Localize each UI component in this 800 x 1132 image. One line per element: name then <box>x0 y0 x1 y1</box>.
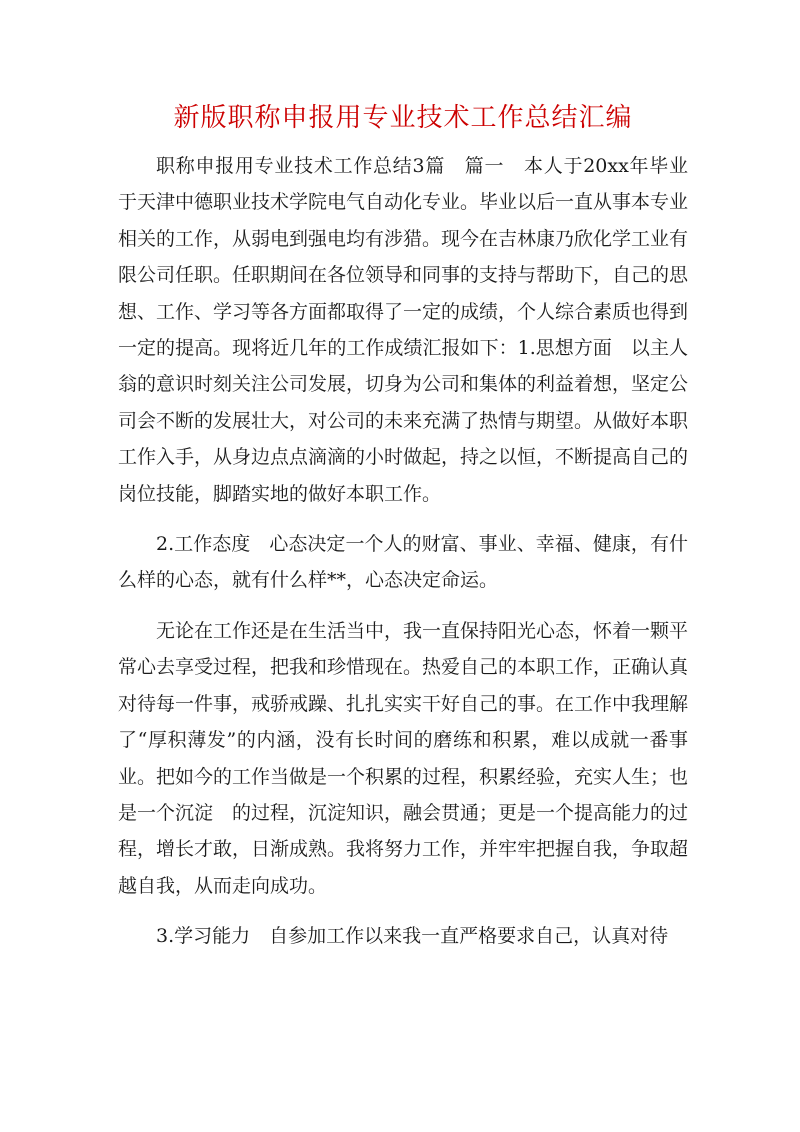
paragraph-intro: 职称申报用专业技术工作总结3篇 篇一 本人于20xx年毕业于天津中德职业技术学院电气自动化专业。毕业以后一直从事本专业相关的工作，从弱电到强电均有涉猎。现今在吉林康乃欣化学工业有限公司任职。任职期间在各位领导和同事的支持与帮助下，自己的思想、工作、学习等各方面都取得了一定的成绩，个人综合素质也得到一定的提高。现将近几年的工作成绩汇报如下：1.思想方面 以主人翁的意识时刻关注公司发展，切身为公司和集体的利益着想，坚定公司会不断的发展壮大，对公司的未来充满了热情与期望。从做好本职工作入手，从身边点点滴滴的小时做起，持之以恒，不断提高自己的岗位技能，脚踏实地的做好本职工作。 <box>118 155 689 505</box>
paragraph-mindset: 无论在工作还是在生活当中，我一直保持阳光心态，怀着一颗平常心去享受过程，把我和珍惜现在。热爱自己的本职工作，正确认真对待每一件事，戒骄戒躁、扎扎实实干好自己的事。在工作中我理解了“厚积薄发”的内涵，没有长时间的磨练和积累，难以成就一番事业。把如今的工作当做是一个积累的过程，积累经验，充实人生；也是一个沉淀 的过程，沉淀知识，融会贯通；更是一个提高能力的过程，增长才敢，日渐成熟。我将努力工作，并牢牢把握自我，争取超越自我，从而走向成功。 <box>118 619 689 897</box>
document-body <box>118 148 688 955</box>
document-title: 新版职称申报用专业技术工作总结汇编 <box>173 103 633 133</box>
paragraph-learning-ability: 3.学习能力 自参加工作以来我一直严格要求自己，认真对待 <box>156 925 669 948</box>
paragraph-work-attitude: 2.工作态度 心态决定一个人的财富、事业、幸福、健康，有什么样的心态，就有什么样**，心态决定命运。 <box>118 533 688 592</box>
